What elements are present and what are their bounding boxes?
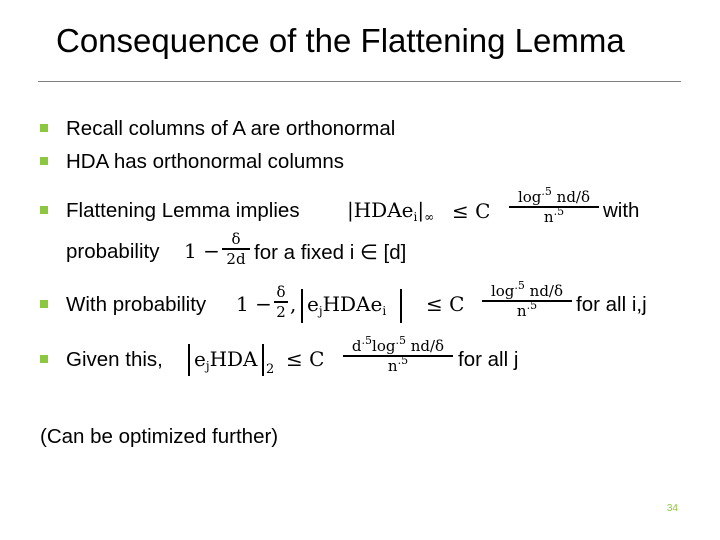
bullet-3-line2-tail: for a fixed i ∈ [d] [254,241,407,264]
slide-title: Consequence of the Flattening Lemma [56,22,625,59]
bullet-3-fraction: $\log^{.5} nd/\delta$ $n^{.5}$ [509,188,599,226]
bullet-3-line2-fraction: δ 2d [222,230,250,268]
bullet-5-text: Given this, [66,348,163,371]
abs-bar-right [400,289,402,323]
page-number: 34 [666,503,678,514]
bullet-marker [40,206,48,214]
bullet-marker [40,124,48,132]
bullet-5-tail: for all j [458,348,519,371]
bullet-4-fraction-2: $\log^{.5} nd/\delta$ $n^{.5}$ [482,282,572,320]
bullet-3-line2-expr: 1 − [184,239,220,263]
bullet-2-text: HDA has orthonormal columns [66,150,345,173]
abs-bar-right [262,344,264,376]
abs-bar-left [188,344,190,376]
bullet-5-fraction: $d^{.5}\log^{.5}$ nd/δ $n^{.5}$ [343,337,453,375]
bullet-5-norm-sub: 2 [266,362,275,377]
bullet-4-leq: ≤ C [426,292,465,316]
optimization-note: (Can be optimized further) [40,425,279,448]
bullet-3-line2-text: probability [66,240,160,263]
bullet-marker [40,300,48,308]
bullet-5-leq: ≤ C [286,347,325,371]
bullet-3-norm: $|HDAe_i|_\infty$ [347,198,435,224]
abs-bar-left [301,289,303,323]
bullet-marker [40,157,48,165]
bullet-marker [40,355,48,363]
bullet-4-fraction: δ 2 [274,283,288,321]
bullet-5-inner: $e_jHDA$ [194,347,258,373]
title-divider [38,81,681,82]
bullet-4-text: With probability [66,293,207,316]
bullet-4-expr: 1 − [236,292,272,316]
bullet-4-tail: for all i,j [576,293,647,316]
bullet-3-leq: ≤ C [452,199,491,223]
bullet-3-text: Flattening Lemma implies [66,199,300,222]
bullet-4-inner: $e_jHDAe_i$ [307,292,387,318]
bullet-4-comma: , [290,292,297,316]
bullet-1-text: Recall columns of A are orthonormal [66,117,396,140]
bullet-3-tail: with [603,199,640,222]
